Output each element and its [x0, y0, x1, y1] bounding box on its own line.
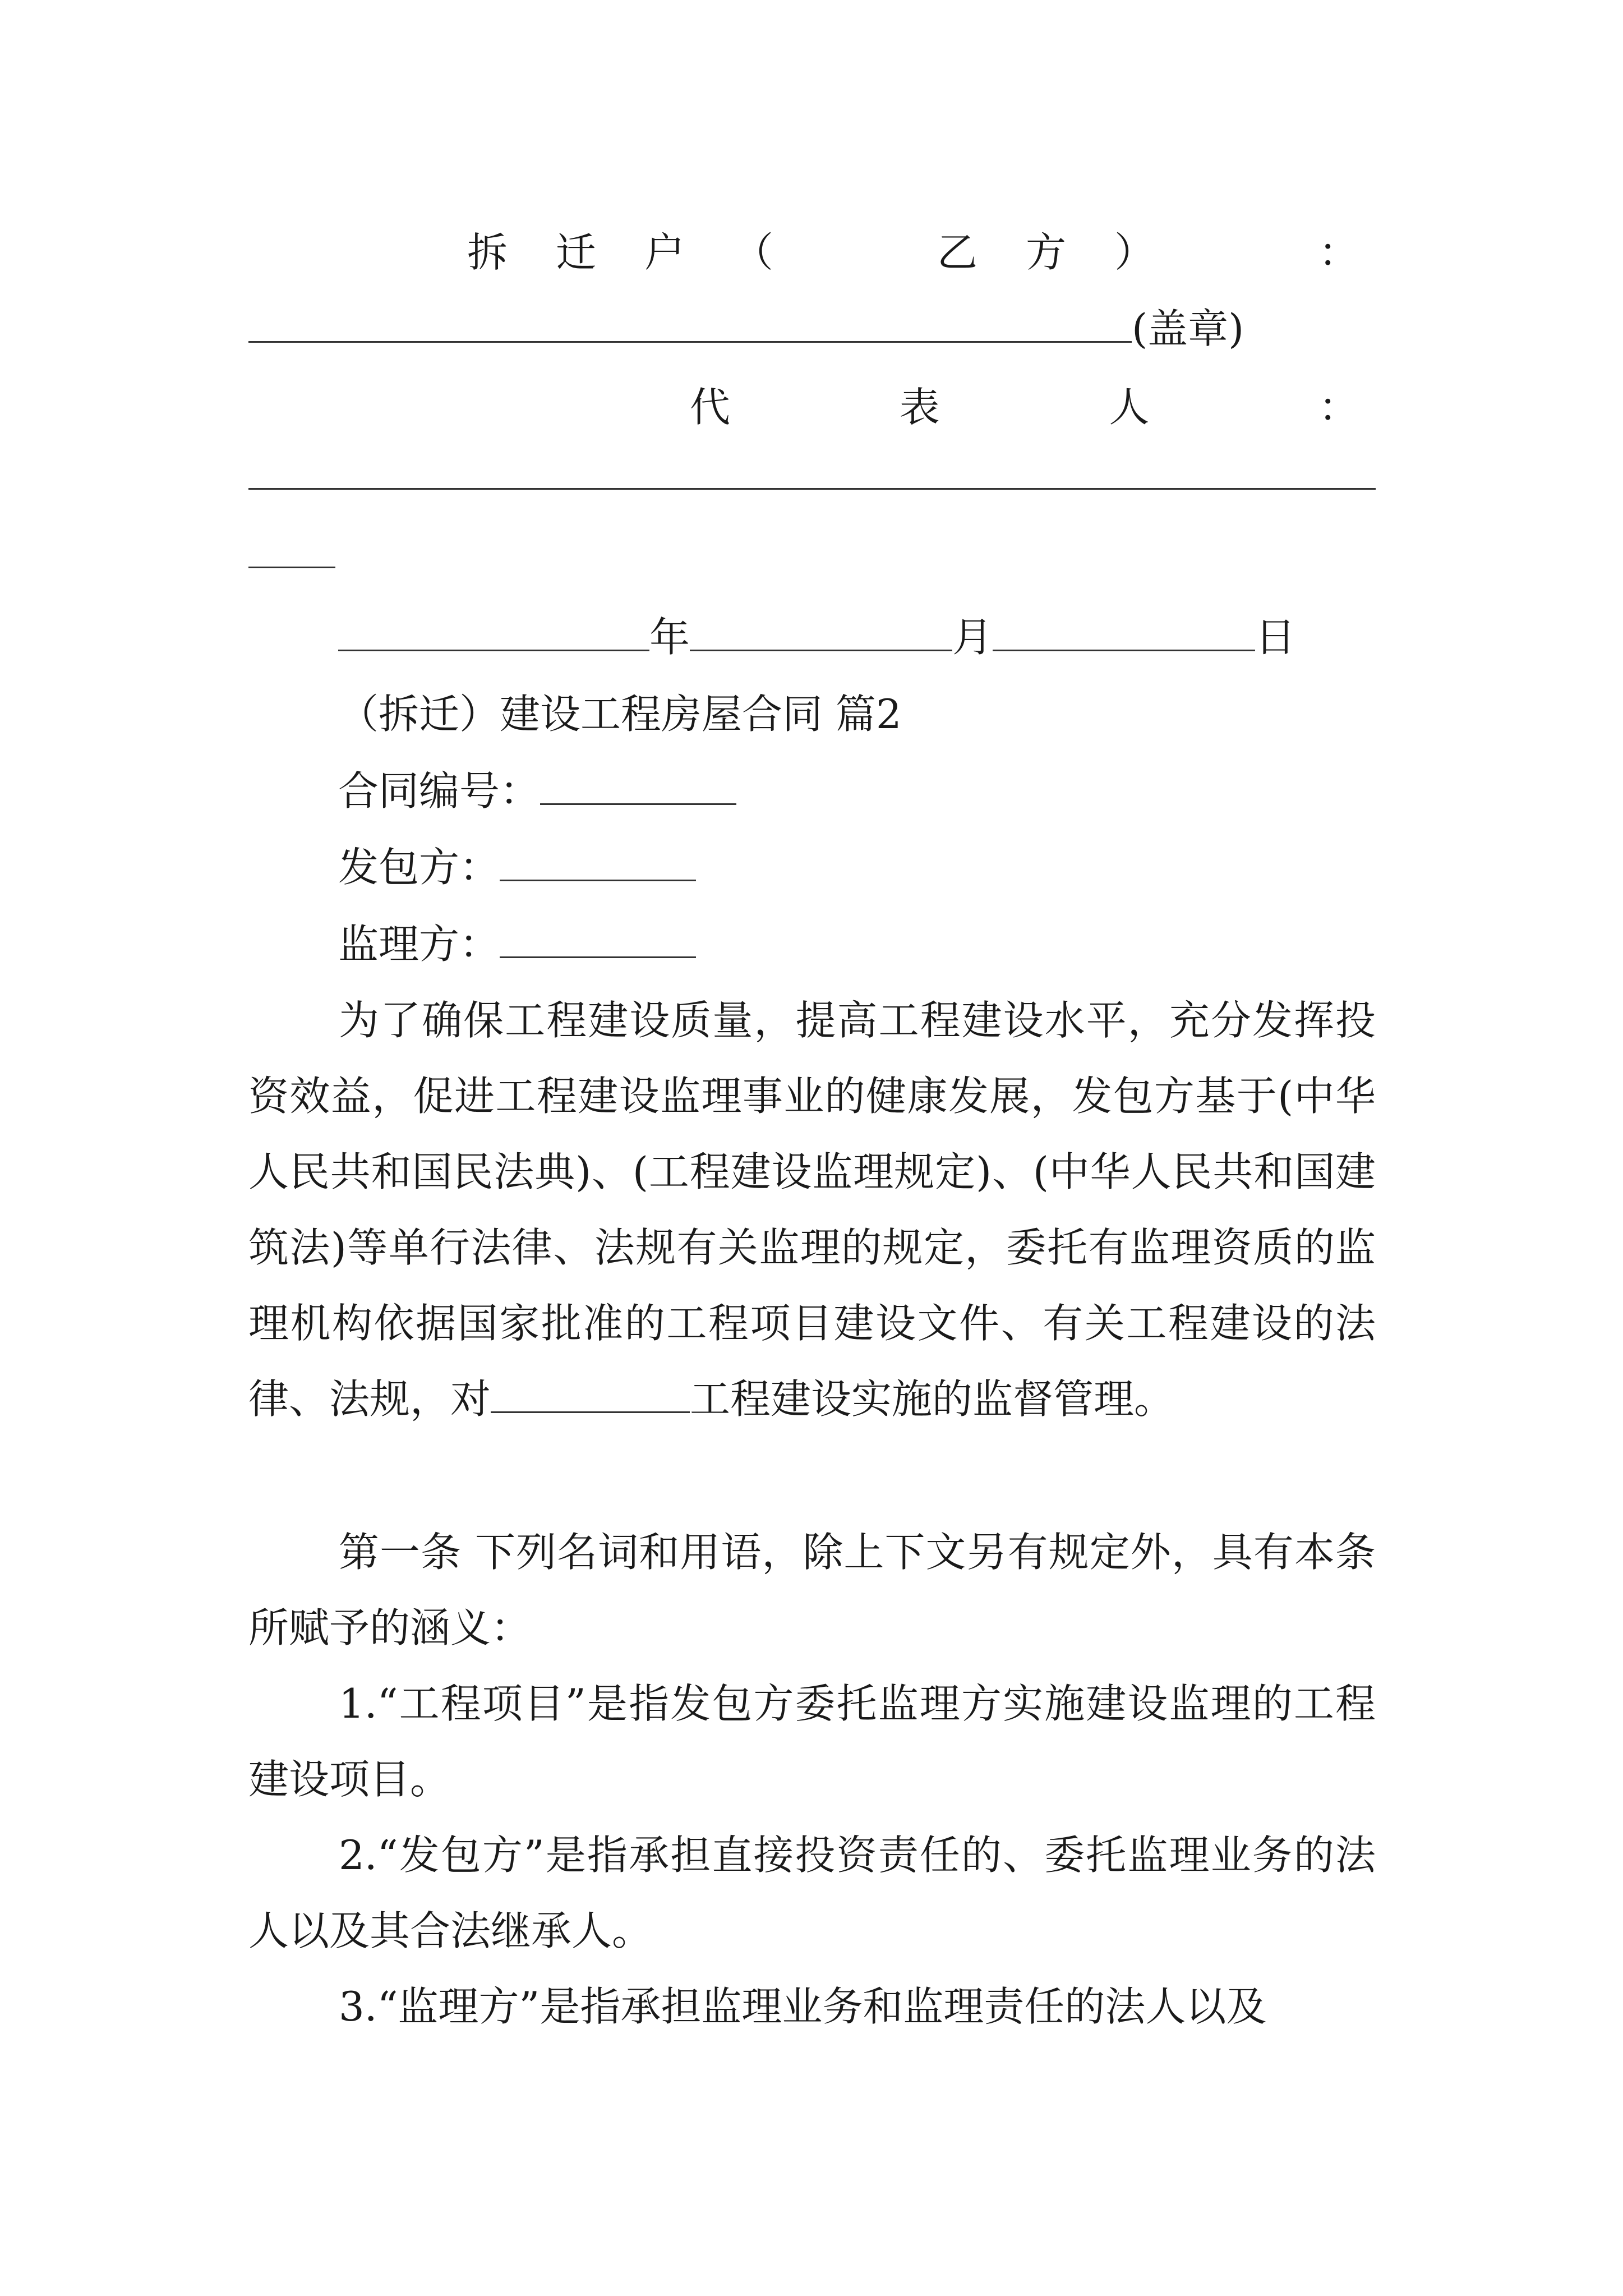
supervisor-row	[338, 912, 696, 970]
definition-item-2: 2.“发包方”是指承担直接投资责任的、委托监理业务的法人以及其合法继承人。	[248, 1832, 1376, 1954]
seal-blank	[248, 307, 1132, 343]
representative-blank	[248, 488, 1376, 490]
rep-char: 代	[690, 384, 731, 431]
party-b-char: 方	[1025, 229, 1066, 276]
seal-line	[248, 296, 1244, 355]
year-label: 年	[649, 614, 690, 661]
month-label: 月	[952, 614, 993, 661]
client-label: 发包方：	[338, 844, 500, 891]
intro-text: 为了确保工程建设质量，提高工程建设水平，充分发挥投资效益，促进工程建设监理事业的健康发展，发包方基于(中华人民共和国民法典)、(工程建设监理规定)、(中华人民共和国建筑法)等单行法律、法规有关监理的规定，委托有监理资质的监理机构依据国家批准的工程项目建设文件、有关工程建设的法律、法规，对	[248, 997, 1376, 1423]
contract-no-row	[338, 758, 736, 817]
party-b-char: 迁	[556, 229, 597, 276]
definition-item-3: 3.“监理方”是指承担监理业务和监理责任的法人以及	[339, 1983, 1267, 2030]
representative-blank-cont	[248, 567, 335, 568]
supervisor-label: 监理方：	[338, 921, 500, 968]
party-b-char: ：	[1318, 229, 1359, 276]
section-title: （拆迁）建设工程房屋合同 篇2	[338, 691, 902, 738]
rep-char: ：	[1318, 384, 1359, 431]
intro-paragraph	[248, 983, 1376, 1437]
definition-item-1: 1.“工程项目”是指发包方委托监理方实施建设监理的工程建设项目。	[248, 1680, 1376, 1803]
year-blank	[338, 616, 649, 651]
party-b-char: （	[733, 229, 774, 276]
party-b-label	[467, 220, 1359, 278]
party-b-char: 户	[644, 229, 685, 276]
contract-no-blank	[540, 770, 736, 805]
day-label: 日	[1255, 614, 1296, 661]
intro-tail: 工程建设实施的监督管理。	[690, 1375, 1175, 1423]
rep-char: 人	[1109, 384, 1150, 431]
representative-label	[690, 375, 1359, 433]
article-1: 第一条 下列名词和用语，除上下文另有规定外，具有本条所赋予的涵义：	[248, 1529, 1376, 1651]
date-line	[338, 605, 1295, 663]
contract-no-label: 合同编号：	[338, 767, 541, 815]
day-blank	[993, 616, 1255, 651]
rep-char: 表	[899, 384, 940, 431]
project-name-blank	[491, 1381, 690, 1413]
client-blank	[500, 846, 696, 881]
client-row	[338, 835, 696, 893]
party-b-char: 乙	[937, 229, 978, 276]
party-b-char: ）	[1114, 229, 1155, 276]
party-b-char: 拆	[467, 229, 508, 276]
supervisor-blank	[500, 923, 696, 958]
month-blank	[690, 616, 952, 651]
seal-note: (盖章)	[1132, 305, 1244, 352]
